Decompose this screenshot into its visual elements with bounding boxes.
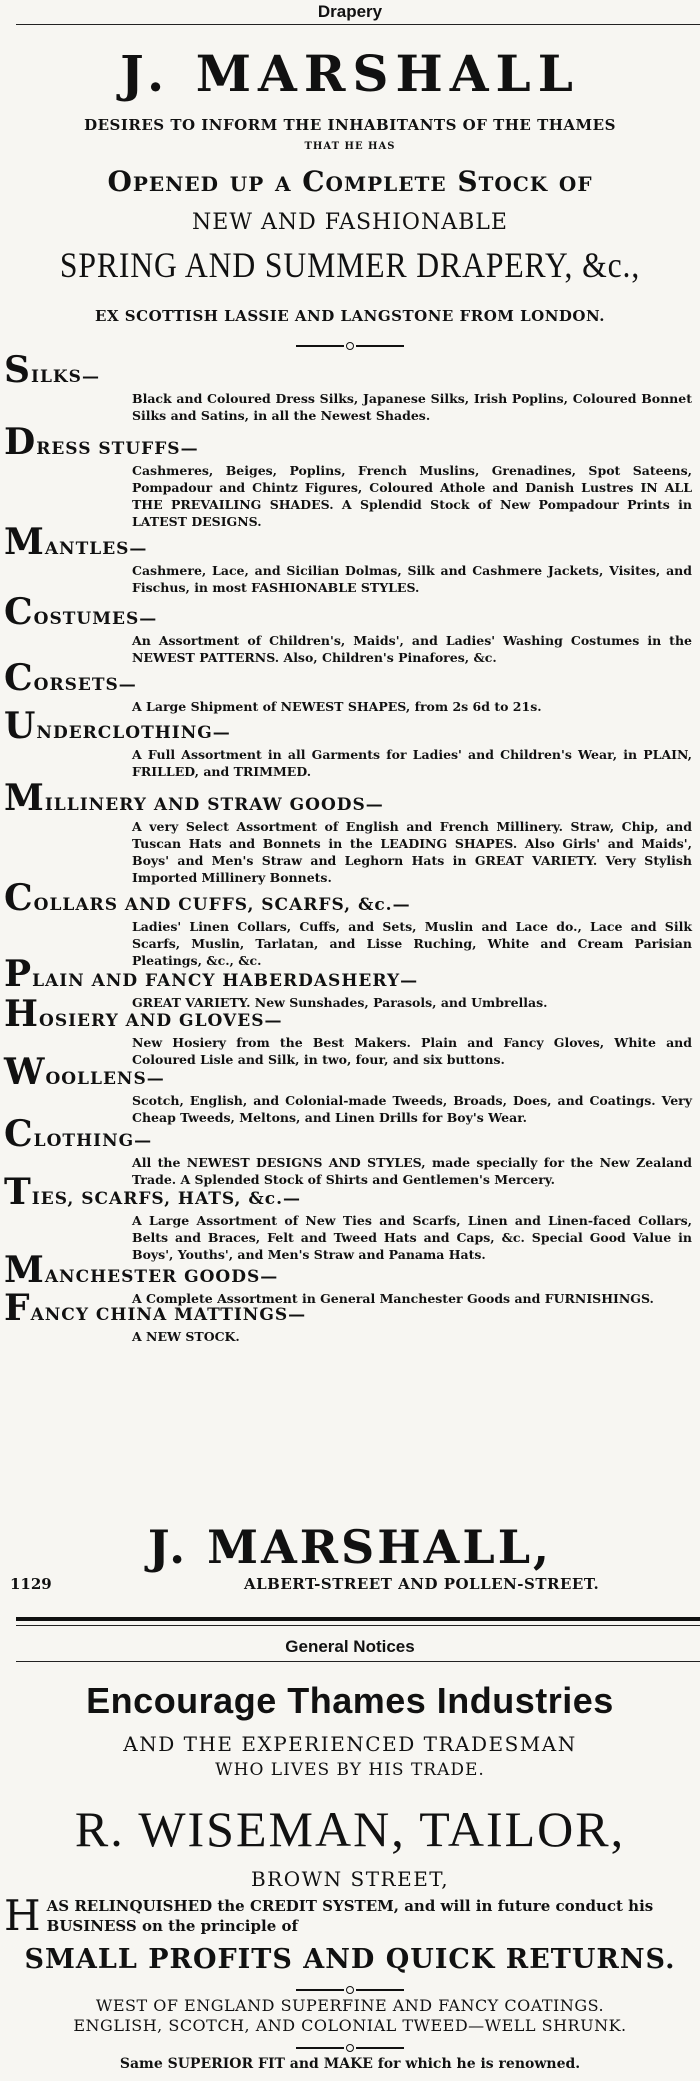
- ad-number: 1129: [10, 1575, 52, 1593]
- marshall-intro: DESIRES TO INFORM THE INHABITANTS OF THE THAMES: [84, 116, 616, 134]
- wiseman-tradesman: AND THE EXPERIENCED TRADESMAN: [123, 1732, 577, 1756]
- category-description: A Large Shipment of NEWEST SHAPES, from 2s 6d to 21s.: [132, 699, 542, 714]
- category-title: ANCY CHINA MATTINGS—: [30, 1305, 307, 1325]
- ornament-divider: [0, 338, 700, 353]
- category-description: New Hosiery from the Best Makers. Plain and Fancy Gloves, White and Coloured Lisle and Silk, in two, four, and six buttons.: [132, 1035, 692, 1067]
- wiseman-street: BROWN STREET,: [250, 1867, 450, 1891]
- general-notices-label: General Notices: [285, 1637, 415, 1656]
- category-item: [4, 421, 700, 529]
- marshall-name: J. MARSHALL: [120, 44, 580, 103]
- category-description: Cashmere, Lace, and Sicilian Dolmas, Silk and Cashmere Jackets, Visites, and Fischus, in most FASHIONABLE STYLES.: [132, 563, 692, 595]
- category-description: Cashmeres, Beiges, Poplins, French Muslins, Grenadines, Spot Sateens, Pompadour and Chintz Figures, Coloured Athole and Danish Lustres IN ALL THE PREVAILING SHADES. A Splendid Stock of New Pompadour Prints in LATEST DESIGNS.: [132, 463, 692, 529]
- category-description: All the NEWEST DESIGNS AND STYLES, made specially for the New Zealand Trade. A Splended Stock of Shirts and Gentlemen's Mercery.: [132, 1155, 692, 1187]
- wiseman-body: [4, 1891, 696, 1940]
- category-heading: [4, 877, 700, 919]
- category-title: ORSETS—: [33, 675, 137, 695]
- category-item: [4, 877, 700, 968]
- category-initial: M: [4, 777, 45, 819]
- category-title: IES, SCARFS, HATS, &c.—: [31, 1189, 302, 1209]
- marshall-ex-scottish: EX SCOTTISH LASSIE AND LANGSTONE FROM LONDON.: [95, 307, 605, 325]
- wiseman-lives-by-trade: WHO LIVES BY HIS TRADE.: [215, 1760, 485, 1780]
- category-heading: [4, 953, 700, 995]
- category-title: ANTLES—: [44, 539, 148, 559]
- category-description: A NEW STOCK.: [132, 1329, 240, 1344]
- category-description: A Full Assortment in all Garments for Ladies' and Children's Wear, in PLAIN, FRILLED, and TRIMMED.: [132, 747, 692, 779]
- category-initial: W: [4, 1051, 46, 1093]
- top-rule: [16, 24, 700, 25]
- category-item: [4, 953, 700, 1010]
- category-heading: [4, 521, 700, 563]
- category-title: OSTUMES—: [33, 609, 158, 629]
- marshall-address: ALBERT-STREET AND POLLEN-STREET.: [244, 1575, 600, 1593]
- marshall-opened-up: Opened up a Complete Stock of: [107, 165, 593, 198]
- category-heading: [4, 591, 700, 633]
- category-heading: [4, 421, 700, 463]
- category-description: A very Select Assortment of English and French Millinery. Straw, Chip, and Tuscan Hats and Bonnets in the LEADING SHAPES. Also Girls' and Maids', Boys' and Men's Straw and Leghorn Hats in GREAT VARIETY. Very Stylish Imported Millinery Bonnets.: [132, 819, 692, 885]
- category-initial: F: [4, 1287, 31, 1329]
- category-initial: U: [4, 705, 37, 747]
- wiseman-body-text: AS RELINQUISHED the CREDIT SYSTEM, and will in future conduct his BUSINESS on the principle of: [46, 1897, 654, 1935]
- category-description: GREAT VARIETY. New Sunshades, Parasols, and Umbrellas.: [132, 995, 548, 1010]
- category-description: An Assortment of Children's, Maids', and Ladies' Washing Costumes in the NEWEST PATTERNS. Also, Children's Pinafores, &c.: [132, 633, 692, 665]
- marshall-that-he-has: THAT HE HAS: [304, 141, 396, 152]
- category-description: Ladies' Linen Collars, Cuffs, and Sets, Muslin and Lace do., Lace and Silk Scarfs, Muslin, Tarlatan, and Lisse Ruching, White and Cream Parisian Pleatings, &c., &c.: [132, 919, 692, 968]
- wiseman-slogan: SMALL PROFITS AND QUICK RETURNS.: [24, 1944, 676, 1975]
- category-description: Black and Coloured Dress Silks, Japanese Silks, Irish Poplins, Coloured Bonnet Silks and Satins, in all the Newest Shades.: [132, 391, 692, 423]
- category-initial: C: [4, 877, 34, 919]
- ornament-divider-2: [0, 1982, 700, 1997]
- category-description: A Large Assortment of New Ties and Scarfs, Linen and Linen-faced Collars, Belts and Braces, Felt and Tweed Hats and Caps, &c. Special Good Value in Boys', Youths', and Men's Straw and Panama Hats.: [132, 1213, 692, 1262]
- category-description: Scotch, English, and Colonial-made Tweeds, Broads, Does, and Coatings. Very Cheap Tweeds, Meltons, and Linen Drills for Boy's Wear.: [132, 1093, 692, 1125]
- category-title: LOTHING—: [33, 1131, 153, 1151]
- category-item: [4, 521, 700, 595]
- wiseman-headline: Encourage Thames Industries: [86, 1680, 614, 1721]
- marshall-spring-summer: SPRING AND SUMMER DRAPERY, &c.,: [59, 245, 641, 285]
- category-initial: C: [4, 591, 34, 633]
- category-title: OSIERY AND GLOVES—: [39, 1011, 283, 1031]
- category-title: OLLARS AND CUFFS, SCARFS, &c.—: [33, 895, 411, 915]
- ornament-divider-3: [0, 2040, 700, 2055]
- category-item: [4, 657, 700, 714]
- category-initial: H: [4, 993, 40, 1035]
- category-description: A Complete Assortment in General Manchester Goods and FURNISHINGS.: [132, 1291, 654, 1306]
- category-initial: S: [4, 349, 31, 391]
- category-item: [4, 777, 700, 885]
- marshall-footer-name: J. MARSHALL,: [147, 1520, 553, 1574]
- category-initial: C: [4, 657, 34, 699]
- wiseman-fit: Same SUPERIOR FIT and MAKE for which he is renowned.: [119, 2056, 581, 2072]
- category-initial: M: [4, 521, 45, 563]
- wiseman-tweed: ENGLISH, SCOTCH, AND COLONIAL TWEED—WELL SHRUNK.: [73, 2016, 627, 2035]
- thin-rule: [16, 1625, 700, 1626]
- category-title: ANCHESTER GOODS—: [44, 1267, 279, 1287]
- category-title: RESS STUFFS—: [36, 439, 199, 459]
- category-title: NDERCLOTHING—: [36, 723, 231, 743]
- thick-rule: [16, 1617, 700, 1621]
- marshall-new-fashionable: NEW AND FASHIONABLE: [192, 210, 508, 235]
- wiseman-drop-cap: H: [4, 1891, 41, 1940]
- category-initial: D: [4, 421, 37, 463]
- category-initial: P: [4, 953, 33, 995]
- category-title: ILLINERY AND STRAW GOODS—: [44, 795, 384, 815]
- category-heading: [4, 349, 700, 391]
- category-list: [0, 349, 700, 1344]
- category-initial: M: [4, 1249, 45, 1291]
- category-initial: C: [4, 1113, 34, 1155]
- notices-rule: [16, 1661, 700, 1662]
- category-title: ILKS—: [31, 367, 100, 387]
- drapery-section-label: Drapery: [317, 2, 383, 21]
- category-heading: [4, 777, 700, 819]
- category-initial: T: [4, 1171, 32, 1213]
- category-title: OOLLENS—: [45, 1069, 165, 1089]
- category-item: [4, 591, 700, 665]
- wiseman-name: R. WISEMAN, TAILOR,: [74, 1801, 626, 1857]
- category-title: LAIN AND FANCY HABERDASHERY—: [32, 971, 419, 991]
- wiseman-coatings: WEST OF ENGLAND SUPERFINE AND FANCY COATINGS.: [95, 1996, 605, 2015]
- category-item: [4, 349, 700, 424]
